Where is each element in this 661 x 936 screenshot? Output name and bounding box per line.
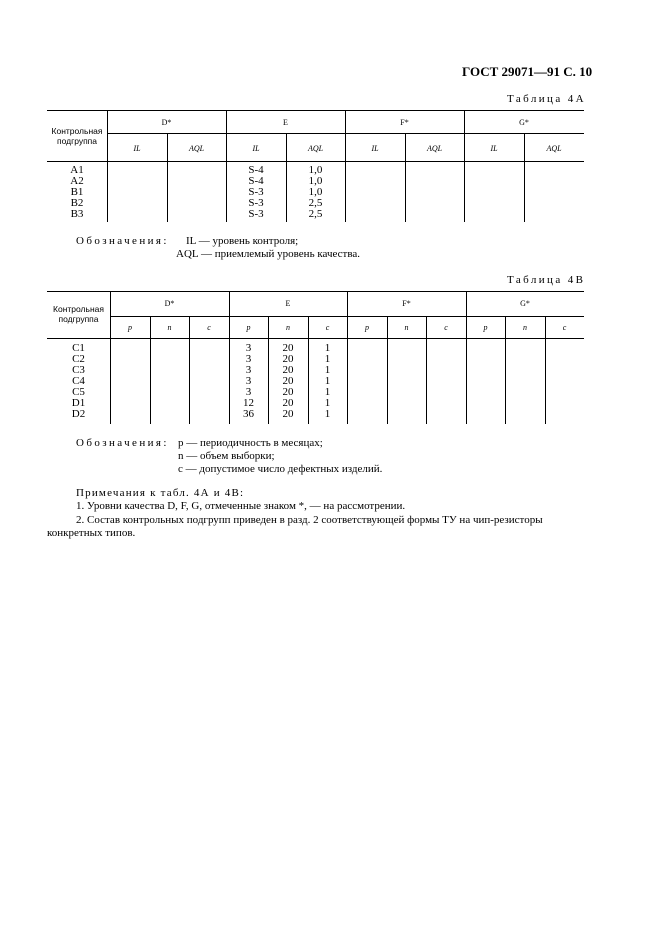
- table-4b-cell: 20: [282, 375, 294, 387]
- table-4b-cell: 3: [245, 364, 252, 376]
- legend-4a-line: IL — уровень контроля;: [186, 235, 299, 247]
- table-4b-subheader: c: [325, 323, 330, 332]
- table-4a-cell: S-4: [248, 175, 264, 187]
- table-4a-group-f: F*: [400, 118, 409, 127]
- table-4b-cell: 1: [324, 342, 331, 354]
- table-4b-row-label: C3: [72, 364, 85, 376]
- table-4b-subheader: p: [483, 323, 488, 332]
- table-4a-cell: S-3: [248, 208, 264, 220]
- table-4a-row-label: B2: [70, 197, 84, 209]
- legend-4a-label: Обозначения:: [76, 235, 169, 247]
- table-4b-cell: 1: [324, 375, 331, 387]
- table-4a-row-label: B3: [70, 208, 84, 220]
- table-4b-group-g: G*: [520, 299, 530, 308]
- table-4b-group-f: F*: [402, 299, 411, 308]
- notes-title: Примечания к табл. 4А и 4В:: [76, 487, 245, 499]
- table-4a-group-e: E: [283, 118, 288, 127]
- table-4a-caption: Таблица 4А: [507, 93, 586, 105]
- legend-4b-label: Обозначения:: [76, 437, 169, 449]
- table-4a-subheader: AQL: [307, 144, 324, 153]
- table-4b-subheader: p: [246, 323, 251, 332]
- table-4a-cell: 1,0: [308, 186, 323, 198]
- table-4a-subheader: IL: [133, 144, 141, 153]
- table-4a-subheader: IL: [490, 144, 498, 153]
- table-4b-subheader: n: [286, 323, 290, 332]
- table-4b-cell: 36: [243, 408, 254, 420]
- table-4b-cell: 3: [245, 342, 252, 354]
- note-item: 1. Уровни качества D, F, G, отмеченные знаком *, — на рассмотрении.: [76, 500, 406, 512]
- table-4b-subheader: n: [404, 323, 409, 332]
- table-4b-cell: 3: [245, 386, 252, 398]
- legend-4b-line: c — допустимое число дефектных изделий.: [178, 463, 383, 475]
- table-4b-row-label: D2: [71, 408, 86, 420]
- table-4a-subheader: AQL: [546, 144, 562, 153]
- table-4b-cell: 20: [282, 342, 294, 354]
- table-4b-subheader: c: [444, 323, 448, 332]
- legend-4b-line: p — периодичность в месяцах;: [178, 437, 323, 449]
- table-4b-cell: 1: [324, 397, 331, 409]
- table-4b-cell: 1: [324, 364, 331, 376]
- table-4b-cell: 1: [324, 386, 331, 398]
- legend-4a-line: AQL — приемлемый уровень качества.: [176, 248, 361, 260]
- table-4b-row-label: C4: [72, 375, 85, 387]
- table-4b-cell: 20: [282, 397, 294, 409]
- table-4a-group-g: G*: [519, 118, 529, 127]
- table-4b-cell: 1: [324, 408, 331, 420]
- table-4a-subheader: IL: [371, 144, 379, 153]
- table-4b-subheader: p: [365, 323, 369, 332]
- table-4b-cell: 12: [243, 397, 254, 409]
- table-4a-cell: S-3: [248, 186, 264, 198]
- table-4a-subheader: AQL: [188, 144, 205, 153]
- table-4a-row-label: B1: [70, 186, 84, 198]
- table-4a-cell: 2,5: [308, 208, 323, 220]
- table-4a-row-label: A1: [70, 164, 84, 176]
- table-4b-caption: Таблица 4В: [507, 274, 586, 286]
- table-4a-row-header: Контрольная подгруппа: [51, 126, 103, 146]
- table-4b-cell: 1: [324, 353, 331, 365]
- table-4a-subheader: IL: [252, 144, 260, 153]
- table-4a-row-label: A2: [70, 175, 84, 187]
- table-4b-subheader: p: [128, 323, 132, 332]
- table-4b-group-e: E: [285, 299, 291, 308]
- table-4b-group-d: D*: [164, 299, 175, 308]
- table-4b-subheader: n: [167, 323, 172, 332]
- legend-4b-line: n — объем выборки;: [178, 450, 275, 462]
- table-4a-cell: 1,0: [308, 164, 323, 176]
- table-4a-cell: 1,0: [308, 175, 323, 187]
- table-4b-row-label: C1: [72, 342, 85, 354]
- table-4b-cell: 3: [245, 353, 252, 365]
- table-4a-cell: 2,5: [308, 197, 323, 209]
- table-4b-row-header: Контрольная подгруппа: [53, 304, 104, 324]
- table-4b-subheader: n: [523, 323, 527, 332]
- table-4b-cell: 3: [245, 375, 252, 387]
- table-4b-subheader: c: [562, 323, 567, 332]
- table-4b-row-label: C5: [72, 386, 85, 398]
- table-4b-row-label: D1: [71, 397, 86, 409]
- table-4b-cell: 20: [282, 353, 294, 365]
- table-4b-cell: 20: [282, 386, 294, 398]
- table-4a-subheader: AQL: [426, 144, 443, 153]
- table-4b-subheader: c: [207, 323, 211, 332]
- table-4a-cell: S-4: [248, 164, 264, 176]
- table-4b-cell: 20: [282, 364, 294, 376]
- table-4b-row-label: C2: [72, 353, 85, 365]
- page-header: ГОСТ 29071—91 С. 10: [462, 64, 593, 79]
- table-4a-group-d: D*: [161, 118, 172, 127]
- table-4a-cell: S-3: [248, 197, 264, 209]
- table-4b-cell: 20: [282, 408, 294, 420]
- note-item: 2. Состав контрольных подгрупп приведен в разд. 2 соответствующей формы ТУ на чип-резисторы: [76, 514, 543, 526]
- note-item: конкретных типов.: [47, 527, 136, 539]
